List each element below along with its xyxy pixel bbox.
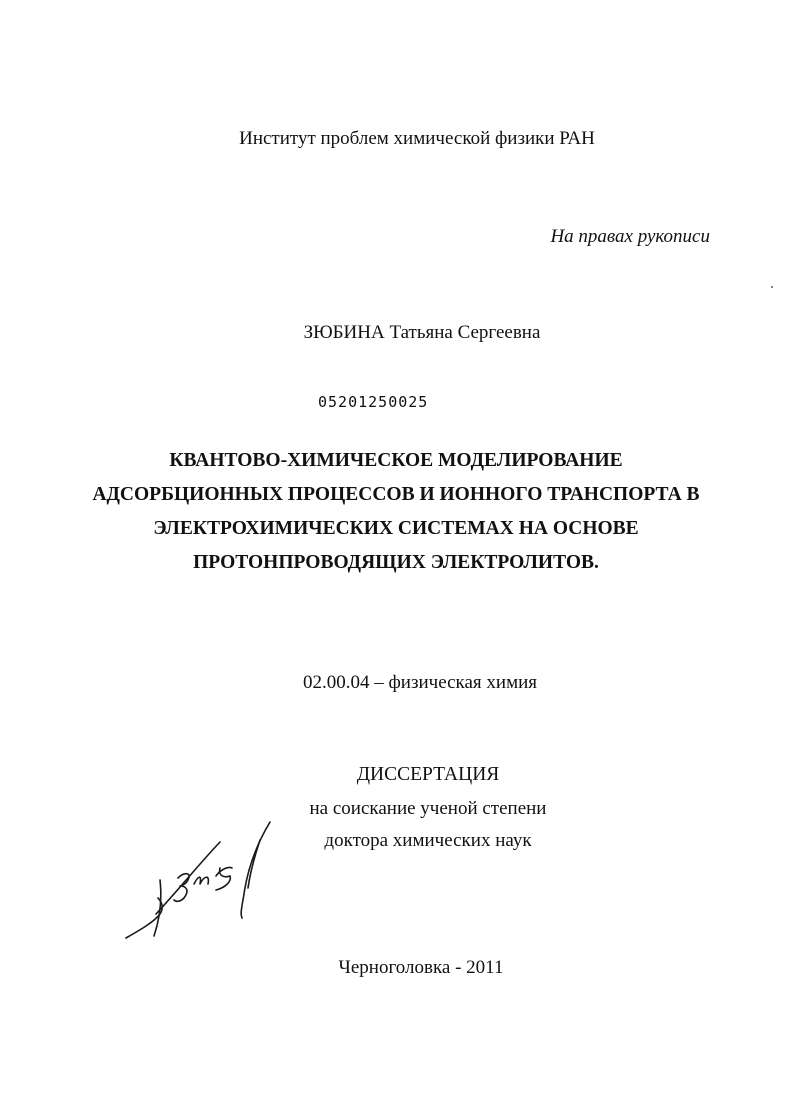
rights-note: На правах рукописи xyxy=(550,226,710,247)
title-line-4: ПРОТОНПРОВОДЯЩИХ ЭЛЕКТРОЛИТОВ. xyxy=(193,552,599,573)
scan-speck xyxy=(771,286,773,288)
specialty-code: 02.00.04 – физическая химия xyxy=(302,672,537,693)
dissertation-title xyxy=(0,444,792,580)
title-line-2: АДСОРБЦИОННЫХ ПРОЦЕССОВ И ИОННОГО ТРАНСПОРТА В xyxy=(92,484,700,505)
catalog-number: 05201250025 xyxy=(318,393,429,411)
author-name: ЗЮБИНА Татьяна Сергеевна xyxy=(303,322,541,343)
work-type: ДИССЕРТАЦИЯ xyxy=(356,764,500,785)
institute-name: Институт проблем химической физики РАН xyxy=(239,128,595,149)
handwritten-signature xyxy=(120,818,280,948)
title-line-3: ЭЛЕКТРОХИМИЧЕСКИХ СИСТЕМАХ НА ОСНОВЕ xyxy=(153,518,639,539)
degree-line-1: на соискание ученой степени xyxy=(309,798,547,819)
place-and-year: Черноголовка - 2011 xyxy=(338,957,504,978)
title-line-1: КВАНТОВО-ХИМИЧЕСКОЕ МОДЕЛИРОВАНИЕ xyxy=(169,450,623,471)
degree-line-2: доктора химических наук xyxy=(324,830,532,851)
